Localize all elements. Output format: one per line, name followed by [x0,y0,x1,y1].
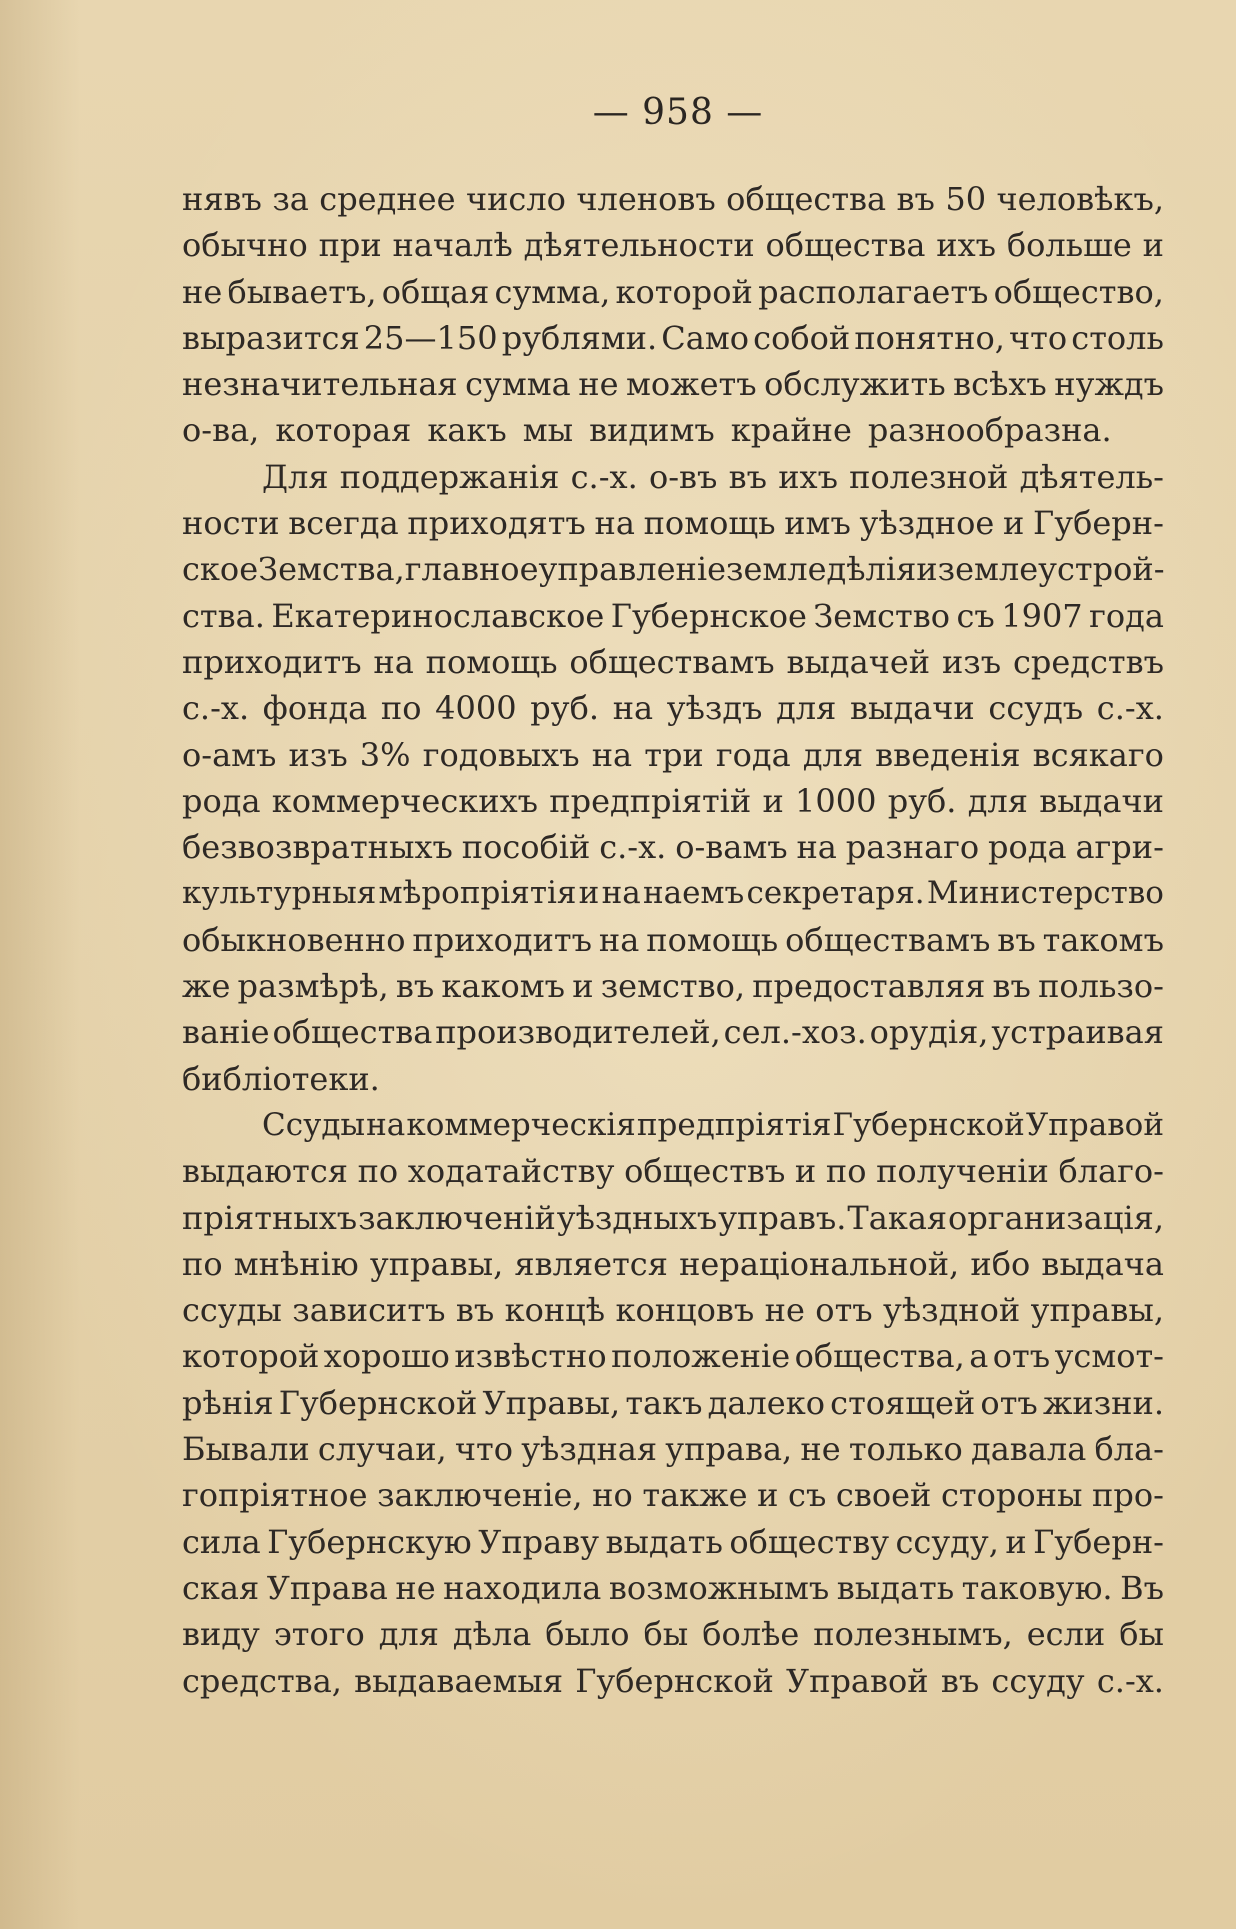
word: пособій [461,828,591,867]
text-line [182,1148,1164,1194]
word: ихъ [936,226,997,265]
word: такъ [625,1383,703,1422]
word: и [1142,226,1164,265]
word: Управы, [482,1383,621,1422]
word: обществамъ [785,920,991,959]
word: Губернскую [267,1522,472,1561]
word: за [272,180,309,218]
word: управленіе [538,550,726,589]
word: поддержанія [339,457,560,496]
word: о-амъ [182,735,277,774]
word: Министерство [926,875,1164,912]
word: помощь [643,504,776,543]
word: какомъ [441,967,566,1006]
word: своей [835,1476,932,1515]
word: находила [443,1568,602,1607]
word: ссуду [991,1661,1085,1700]
word: выдачей [786,642,931,681]
word: крайне [730,411,852,450]
word: о-въ [648,457,718,496]
word: если [1026,1615,1106,1654]
word: приходитъ [182,642,362,681]
word: Губерн- [1033,504,1164,543]
word: не [764,1291,805,1330]
word: дѣла [452,1615,532,1654]
word: 4000 [435,689,517,728]
word: которой [182,1337,320,1376]
word: землеустрой- [937,550,1165,589]
word: давала [970,1430,1087,1469]
word: по [380,689,422,728]
word: отъ [980,1383,1038,1422]
word: ская [182,1568,260,1607]
word: рода [182,781,261,820]
word: выдаются [182,1152,348,1191]
word: извѣстно [454,1337,607,1376]
word: зависитъ [292,1291,446,1330]
word: столь [1071,318,1164,357]
word: ваніе [182,1013,270,1052]
word: нуждъ [1054,365,1164,404]
text-line [182,315,1164,361]
word: стороны [940,1476,1083,1515]
word: культурныя [182,875,377,912]
word: полученіи [876,1152,1049,1191]
word: года [715,735,791,774]
word: виду [182,1615,260,1654]
word: годовыхъ [422,735,580,774]
text-line [182,1658,1164,1704]
word: ссудъ [988,689,1084,728]
word: предпріятій [549,781,752,820]
text-line [182,1241,1164,1287]
word: на [594,504,635,543]
word: Губерн- [1033,1522,1164,1561]
text-line [182,1009,1164,1055]
word: Управу [478,1522,600,1561]
word: рода [988,828,1067,867]
word: сумма, [494,272,611,311]
word: выдать [836,1568,955,1607]
word: Земства, [258,550,405,589]
word: которая [275,411,412,450]
text-line [182,1472,1164,1518]
word: больше [1006,226,1132,265]
word: сумма [465,365,571,404]
word: для [802,735,864,774]
word: агри- [1075,828,1164,867]
text-line [182,870,1164,916]
word: 1907 [1001,596,1083,635]
word: при [318,226,382,265]
word: земледѣлія [726,550,917,589]
text-line [182,963,1164,1009]
word: организація, [948,1198,1164,1237]
word: что [1009,318,1068,357]
word: о-ва, [182,411,260,450]
word: мѣропріятія [378,875,577,912]
word: всѣхъ [953,365,1047,404]
word: 1000 [795,781,877,820]
word: мы [522,411,574,450]
text-line [182,685,1164,731]
word: имъ [784,504,851,543]
word: заключеніе, [377,1476,583,1515]
word: и [1003,504,1025,543]
word: на [612,689,654,728]
word: бы [643,1615,689,1654]
word: управа, [665,1430,793,1469]
word: общества, [794,1337,965,1376]
word: сел.-хоз. [723,1013,867,1052]
word: ства. [182,596,265,635]
word: по [825,1152,867,1191]
word: дѣятельности [523,226,755,265]
word: приходятъ [407,504,586,543]
word: обыкновенно [182,920,406,959]
word: обычно [182,226,308,265]
word: 50 [945,180,987,218]
word: и [916,550,938,589]
word: и [578,875,600,912]
word: предпріятія [636,1106,832,1143]
word: выдачи [849,689,975,728]
word: всякаго [1032,735,1164,774]
word: въ [728,457,767,496]
word: не [800,1430,841,1469]
word: въ [997,920,1036,959]
text-line [182,1195,1164,1241]
text-line [182,732,1164,778]
word: Управа [266,1568,388,1607]
word: ссуды [182,1291,282,1330]
word: изъ [288,735,348,774]
word: но [592,1476,633,1515]
word: по [182,1244,223,1283]
word: этого [273,1615,365,1654]
word: ссуду, [895,1522,999,1561]
word: отъ [992,1337,1051,1376]
text-line [182,917,1164,963]
word: ности [182,504,280,543]
word: безвозвратныхъ [182,828,453,867]
word: обществъ [624,1152,786,1191]
word: Екатеринославское [271,596,605,635]
word: усмот- [1054,1337,1164,1376]
word: помощь [646,920,779,959]
word: с.-х. [182,689,250,728]
word: ходатайству [407,1152,615,1191]
text-line [182,1102,1164,1148]
word: жизни. [1042,1383,1164,1422]
word: Губернской [278,1383,478,1422]
word: уѣздная [521,1430,658,1469]
word: введенія [875,735,1021,774]
word: приходитъ [412,920,592,959]
word: заключеній [358,1198,556,1237]
word: видимъ [589,411,715,450]
word: только [848,1430,963,1469]
word: дѣятель- [1019,457,1164,496]
word: изъ [941,642,1002,681]
text-line [182,1611,1164,1657]
word: по [357,1152,399,1191]
word: членовъ [576,180,716,218]
word: руб. [530,689,600,728]
word: предоставляя [752,967,986,1006]
word: бла- [1094,1430,1164,1469]
word: наемъ [642,875,745,912]
word: на [366,1106,406,1143]
word: въ [896,180,935,218]
page-spine-shadow [0,0,80,1929]
text-line [182,361,1164,407]
word: собой [753,318,851,357]
word: уѣздъ [666,689,763,728]
word: случаи, [317,1430,447,1469]
word: обществу [729,1522,890,1561]
text-line [182,176,1164,222]
word: сила [182,1522,261,1561]
text-line [182,778,1164,824]
word: на [796,828,837,867]
word: управъ. [718,1198,847,1237]
word: с.-х. [570,457,638,496]
word: пользо- [1038,967,1164,1006]
text-line [182,500,1164,546]
word: 3% [359,735,411,774]
word: с.-х. [1096,1661,1164,1700]
word: ихъ [778,457,838,496]
text-line [182,639,1164,685]
word: руб. [887,781,957,820]
word: обществамъ [569,642,775,681]
word: выдачи [1039,781,1164,820]
word: хорошо [323,1337,450,1376]
word: помощь [425,642,558,681]
word: с.-х. [599,828,667,867]
word: на [591,735,633,774]
word: управы, [369,1244,504,1283]
text-line [182,454,1164,500]
word: можетъ [626,365,757,404]
word: размѣрѣ, [237,967,389,1006]
word: Управой [785,1661,929,1700]
text-line [182,1426,1164,1472]
word: с.-х. [1096,689,1164,728]
word: общество, [993,272,1164,311]
word: такомъ [1042,920,1164,959]
word: 25—150 [363,318,498,357]
word: для [967,781,1028,820]
word: производителей, [435,1013,721,1052]
word: возможнымъ [608,1568,830,1607]
text-line [182,1287,1164,1333]
word: секретаря. [746,875,925,912]
word: съ [956,596,995,635]
text-line [182,407,1164,453]
word: а [969,1337,989,1376]
word: уѣздной [883,1291,1021,1330]
word: Губернской [832,1106,1025,1143]
word: на [598,920,640,959]
word: благо- [1058,1152,1164,1191]
word: и [757,1476,779,1515]
word: рублями. [501,318,658,357]
word: далеко [707,1383,825,1422]
word: человѣкъ, [996,180,1164,218]
word: Само [661,318,750,357]
word: въ [992,967,1031,1006]
word: общества [272,1013,433,1052]
text-line [182,269,1164,315]
text-line [182,222,1164,268]
word: Земство [813,596,951,635]
word: средствъ [1012,642,1164,681]
word: Губернское [610,596,807,635]
word: уѣздное [859,504,995,543]
word: библіотеки. [182,1059,380,1098]
word: обслужить [764,365,946,404]
word: среднее [319,180,456,218]
word: полезной [849,457,1009,496]
word: орудія, [869,1013,989,1052]
word: Такая [847,1198,948,1237]
word: выдать [605,1522,723,1561]
word: въ [940,1661,980,1700]
word: и [1005,1522,1027,1561]
word: года [1089,596,1164,635]
word: отъ [815,1291,873,1330]
word: нявъ [182,180,262,218]
word: и [794,1152,817,1191]
body-text [182,176,1164,1704]
word: полезнымъ, [813,1615,1013,1654]
word: выдаваемыя [354,1661,563,1700]
word: мнѣнію [233,1244,359,1283]
word: положеніе [611,1337,791,1376]
word: не [395,1568,436,1607]
word: управы, [1030,1291,1164,1330]
text-line [182,1380,1164,1426]
word: также [642,1476,748,1515]
word: ибо [970,1244,1031,1283]
word: для [776,689,837,728]
word: было [545,1615,630,1654]
word: является [514,1244,668,1283]
word: общества [765,226,926,265]
text-line [182,546,1164,592]
word: всегда [288,504,399,543]
word: разнаго [845,828,980,867]
word: не [182,272,223,311]
word: Бывали [182,1430,310,1469]
word: же [182,967,231,1006]
word: про- [1092,1476,1164,1515]
word: гопріятное [182,1476,368,1515]
text-line [182,593,1164,639]
word: фонда [262,689,368,728]
word: бываетъ, [227,272,377,311]
word: не [578,365,619,404]
word: пріятныхъ [182,1198,358,1237]
word: что [454,1430,514,1469]
word: уѣздныхъ [556,1198,718,1237]
word: болѣе [702,1615,800,1654]
text-line [182,1565,1164,1611]
word: стоящей [830,1383,976,1422]
text-line [182,1333,1164,1379]
word: концовъ [615,1291,755,1330]
word: концѣ [504,1291,606,1330]
word: съ [788,1476,827,1515]
word: Губернской [575,1661,774,1700]
word: какъ [427,411,507,450]
word: земство, [600,967,746,1006]
word: ское [182,550,259,589]
word: средства, [182,1661,342,1700]
word: нераціональной, [679,1244,960,1283]
word: коммерческія [406,1106,636,1143]
word: на [373,642,414,681]
word: началѣ [392,226,513,265]
word: выдача [1041,1244,1164,1283]
word: разнообразна. [867,411,1112,450]
word: которой [615,272,753,311]
word: общества [726,180,887,218]
word: въ [455,1291,495,1330]
word: коммерческихъ [271,781,538,820]
word: рѣнія [182,1383,274,1422]
text-line [182,1519,1164,1565]
word: и [762,781,784,820]
word: незначительная [182,365,458,404]
text-line [182,1056,1164,1102]
word: Для [262,457,329,496]
word: три [644,735,704,774]
text-line [182,824,1164,870]
word: располагаетъ [758,272,989,311]
word: о-вамъ [675,828,788,867]
word: общая [381,272,490,311]
word: и [572,967,594,1006]
word: въ [395,967,435,1006]
word: устраивая [991,1013,1164,1052]
word: бы [1119,1615,1164,1654]
word: выразится [182,318,360,357]
word: понятно, [854,318,1005,357]
word: для [378,1615,439,1654]
word: число [465,180,566,218]
word: Управой [1025,1106,1164,1143]
word: таковую. [961,1568,1113,1607]
word: главное [404,550,539,589]
word: Въ [1120,1568,1164,1607]
page-number: — 958 — [592,92,764,133]
word: на [601,875,641,912]
word: Ссуды [262,1106,366,1143]
